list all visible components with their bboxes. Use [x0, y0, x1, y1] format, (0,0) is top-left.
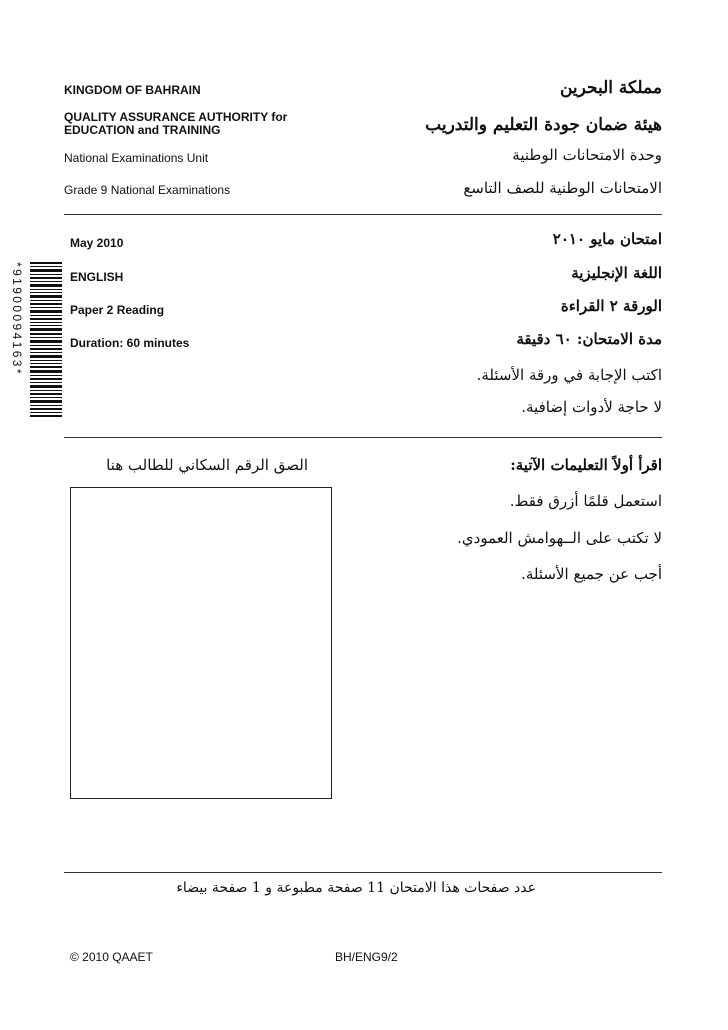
sticker-box[interactable]: [70, 487, 332, 799]
no-tools-ar: لا حاجة لأدوات إضافية.: [521, 398, 662, 416]
subject-en: ENGLISH: [70, 270, 124, 284]
info-divider: [64, 437, 662, 438]
authority-line2-en: EDUCATION and TRAINING: [64, 123, 221, 137]
exam-date-ar: امتحان مايو ٢٠١٠: [552, 230, 662, 248]
sticker-label: الصق الرقم السكاني للطالب هنا: [106, 456, 308, 474]
answer-note-ar: اكتب الإجابة في ورقة الأسئلة.: [476, 366, 662, 384]
paper-code: BH/ENG9/2: [335, 950, 398, 964]
authority-line1-en: QUALITY ASSURANCE AUTHORITY for: [64, 110, 288, 124]
unit-ar: وحدة الامتحانات الوطنية: [512, 146, 662, 164]
barcode-text: *91900094163*: [10, 262, 24, 376]
duration-ar: مدة الامتحان: ٦٠ دقيقة: [516, 330, 662, 348]
duration-en: Duration: 60 minutes: [70, 336, 190, 350]
footer-divider: [64, 872, 662, 873]
instruction-item: لا تكتب على الــهوامش العمودي.: [457, 529, 662, 547]
header-divider: [64, 214, 662, 215]
page-count-note: عدد صفحات هذا الامتحان 11 صفحة مطبوعة و 1 صفحة بيضاء: [176, 880, 536, 896]
grade-en: Grade 9 National Examinations: [64, 183, 231, 197]
instructions-heading: اقرأ أولاً التعليمات الآتية:: [510, 456, 662, 474]
paper-en: Paper 2 Reading: [70, 303, 165, 317]
authority-ar: هيئة ضمان جودة التعليم والتدريب: [425, 115, 662, 135]
copyright: © 2010 QAAET: [70, 950, 153, 964]
paper-ar: الورقة ٢ القراءة: [560, 297, 662, 315]
instruction-item: استعمل قلمًا أزرق فقط.: [509, 492, 662, 510]
kingdom-title-ar: مملكة البحرين: [559, 78, 662, 98]
kingdom-title-en: KINGDOM OF BAHRAIN: [64, 83, 201, 97]
unit-en: National Examinations Unit: [64, 151, 209, 165]
grade-ar: الامتحانات الوطنية للصف التاسع: [463, 179, 662, 197]
exam-date-en: May 2010: [70, 236, 124, 250]
subject-ar: اللغة الإنجليزية: [571, 264, 662, 282]
barcode-icon: [30, 262, 62, 417]
instruction-item: أجب عن جميع الأسئلة.: [521, 565, 662, 583]
